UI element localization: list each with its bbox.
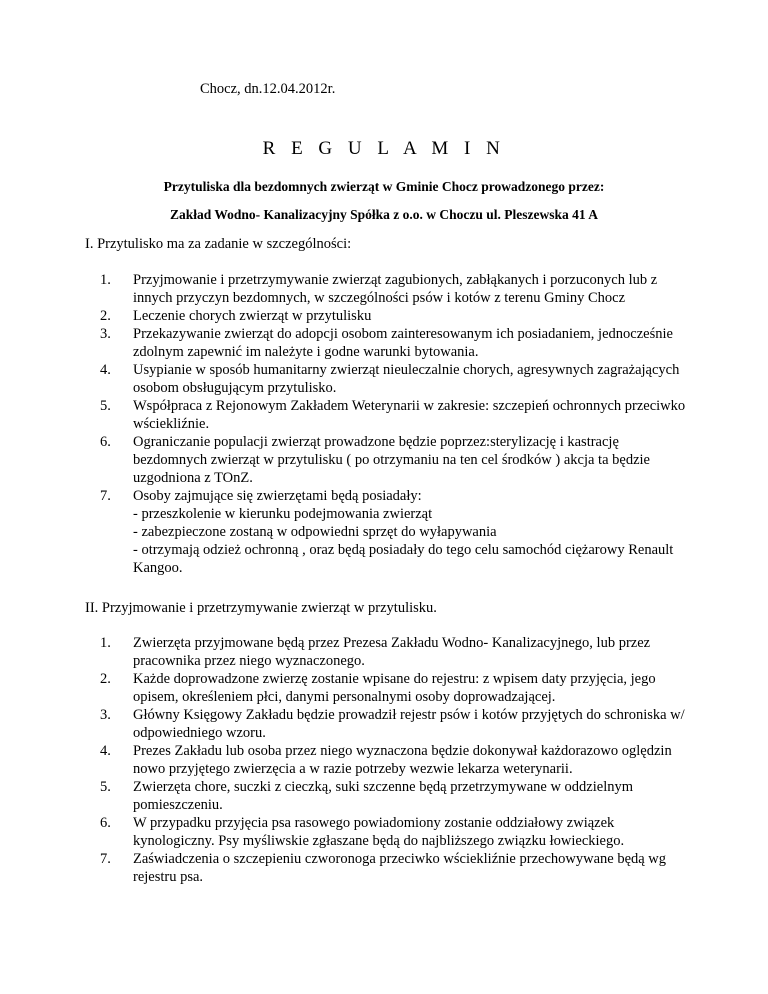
list-item <box>85 814 690 850</box>
list-item <box>85 433 690 487</box>
item-text: Współpraca z Rejonowym Zakładem Weterynarii w zakresie: szczepień ochronnych przeciwko wściekliźnie. <box>133 398 686 432</box>
list-item <box>85 742 690 778</box>
item-text: Zaświadczenia o szczepieniu czworonoga przeciwko wściekliźnie przechowywane będą wg rejestru psa. <box>133 851 667 885</box>
list-item <box>85 361 690 397</box>
item-text: Przyjmowanie i przetrzymywanie zwierząt zagubionych, zabłąkanych i porzuconych lub z innych przyczyn bezdomnych, w szczególności psów i kotów z terenu Gminy Chocz <box>133 272 658 306</box>
item-number: 6. <box>100 434 111 450</box>
list-item <box>85 307 690 325</box>
item-number: 4. <box>100 743 111 759</box>
list-item <box>85 271 690 307</box>
item-text: Przekazywanie zwierząt do adopcji osobom zainteresowanym ich posiadaniem, jednocześnie zdolnym zapewnić im należyte i godne warunki bytowania. <box>133 326 673 360</box>
item-text: Zwierzęta przyjmowane będą przez Prezesa Zakładu Wodno- Kanalizacyjnego, lub przez pracownika przez niego wyznaczonego. <box>133 635 651 669</box>
item-number: 2. <box>100 671 111 687</box>
item-text: Usypianie w sposób humanitarny zwierząt nieuleczalnie chorych, agresywnych zagrażających osobom obsługującym przytulisko. <box>133 362 680 396</box>
item-text: Prezes Zakładu lub osoba przez niego wyznaczona będzie dokonywał każdorazowo oględzin nowo przyjętego zwierzęcia a w razie potrzeby wezwie lekarza weterynarii. <box>133 743 672 777</box>
subtitle-operator: Zakład Wodno- Kanalizacyjny Spółka z o.o. w Choczu ul. Pleszewska 41 A <box>169 207 599 222</box>
list-item <box>85 670 690 706</box>
item-number: 3. <box>100 707 111 723</box>
item-text: Każde doprowadzone zwierzę zostanie wpisane do rejestru: z wpisem daty przyjęcia, jego opisem, określeniem płci, danymi personalnymi osoby doprowadzającej. <box>133 671 656 705</box>
item-number: 6. <box>100 815 111 831</box>
document-title: R E G U L A M I N <box>262 138 506 159</box>
dateline: Chocz, dn.12.04.2012r. <box>200 81 336 97</box>
item-number: 5. <box>100 779 111 795</box>
subtitle-shelter: Przytuliska dla bezdomnych zwierząt w Gminie Chocz prowadzonego przez: <box>163 179 605 194</box>
list-item <box>85 850 690 886</box>
requirement-line: - zabezpieczone zostaną w odpowiedni sprzęt do wyłapywania <box>133 524 497 540</box>
list-item <box>85 487 690 577</box>
item-number: 2. <box>100 308 111 324</box>
item-text: Osoby zajmujące się zwierzętami będą posiadały: <box>133 488 422 504</box>
section-2-heading: II. Przyjmowanie i przetrzymywanie zwierząt w przytulisku. <box>85 600 437 616</box>
list-item <box>85 706 690 742</box>
list-item <box>85 778 690 814</box>
item-text: W przypadku przyjęcia psa rasowego powiadomiony zostanie oddziałowy związek kynologiczny. Psy myśliwskie zgłaszane będą do najbliższego związku łowieckiego. <box>133 815 625 849</box>
item-number: 1. <box>100 272 111 288</box>
list-item <box>85 397 690 433</box>
item-text: Leczenie chorych zwierząt w przytulisku <box>133 308 372 324</box>
list-item <box>85 634 690 670</box>
item-text: Główny Księgowy Zakładu będzie prowadził rejestr psów i kotów przyjętych do schroniska w/ odpowiedniego wzoru. <box>133 707 685 741</box>
item-number: 7. <box>100 851 111 867</box>
item-number: 5. <box>100 398 111 414</box>
item-number: 4. <box>100 362 111 378</box>
section-2-list <box>85 634 690 886</box>
item-number: 3. <box>100 326 111 342</box>
list-item <box>85 325 690 361</box>
requirement-line: - otrzymają odzież ochronną , oraz będą posiadały do tego celu samochód ciężarowy Renault Kangoo. <box>133 542 674 576</box>
item-number: 1. <box>100 635 111 651</box>
section-1-list <box>85 271 690 577</box>
item-text: Ograniczanie populacji zwierząt prowadzone będzie poprzez:sterylizację i kastrację bezdomnych zwierząt w przytulisku ( po otrzymaniu na ten cel środków ) akcja ta będzie uzgodniona z TOnZ. <box>133 434 650 486</box>
section-1-heading: I. Przytulisko ma za zadanie w szczególności: <box>85 236 352 252</box>
item-text: Zwierzęta chore, suczki z cieczką, suki szczenne będą przetrzymywane w oddzielnym pomieszczeniu. <box>133 779 634 813</box>
requirement-line: - przeszkolenie w kierunku podejmowania zwierząt <box>133 506 433 522</box>
item-number: 7. <box>100 488 111 504</box>
